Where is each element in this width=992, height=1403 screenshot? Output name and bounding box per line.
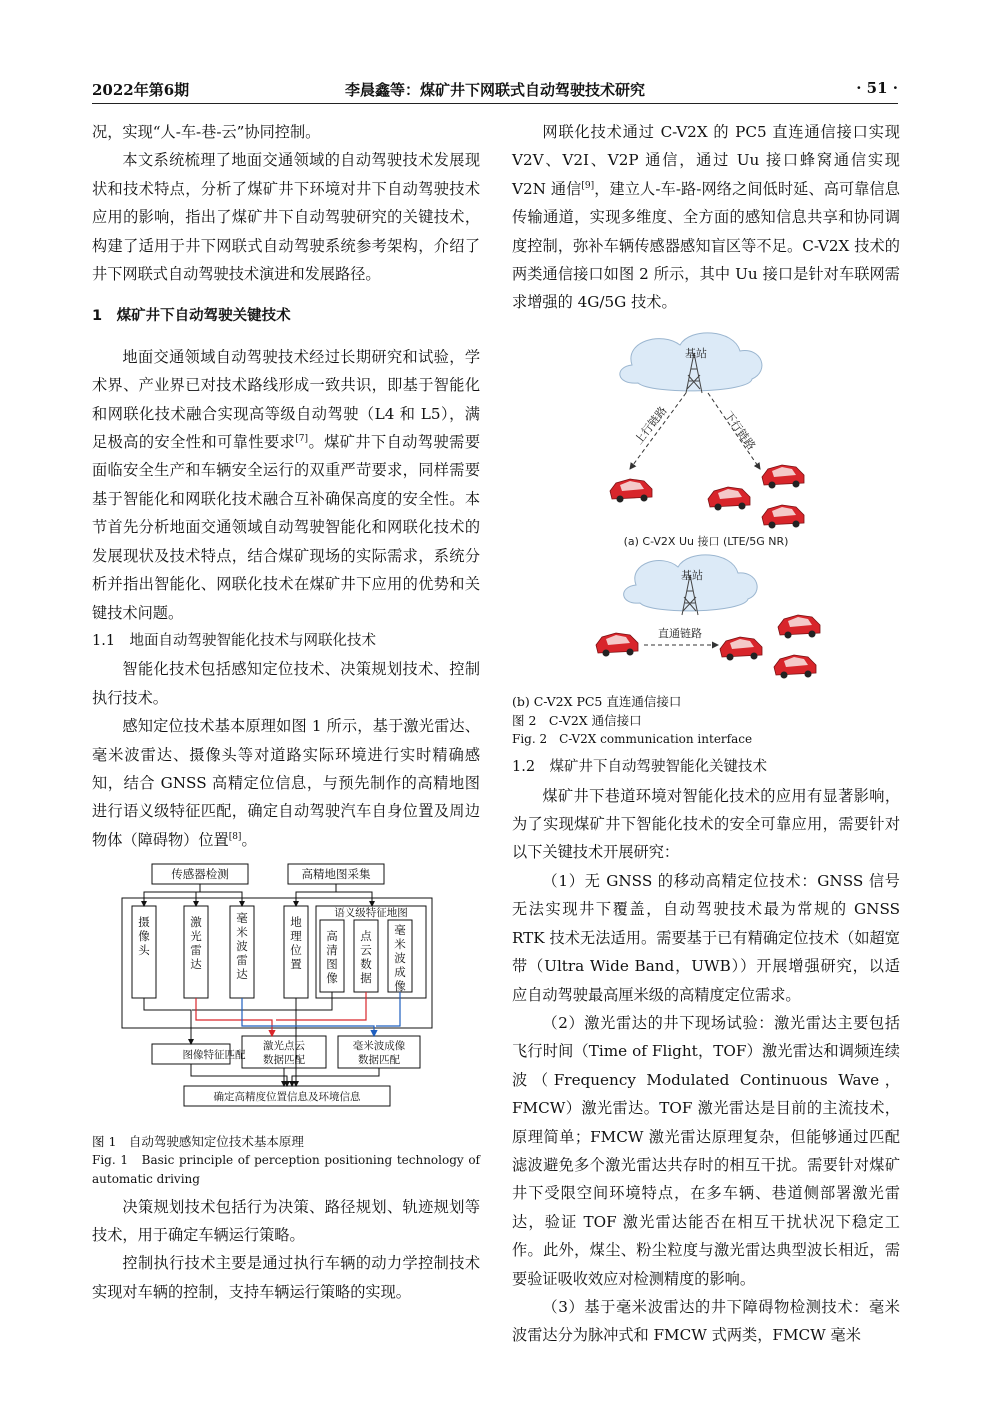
- car-icon: [708, 487, 750, 511]
- pc-match-label-1: 激光点云: [263, 1040, 305, 1053]
- fig2b-caption: (b) C-V2X PC5 直连通信接口: [512, 694, 682, 710]
- img-match-label: 图像特征匹配: [182, 1049, 246, 1062]
- paragraph: 煤矿井下巷道环境对智能化技术的应用有显著影响，为了实现煤矿井下智能化技术的安全可靠应用，需要针对以下关键技术开展研究：: [512, 786, 900, 862]
- figure-1-diagram: [92, 860, 480, 1122]
- issue-label: 2022年第6期: [92, 81, 190, 99]
- camera-label: 摄像头: [138, 915, 150, 958]
- paragraph: 控制执行技术主要是通过执行车辆的动力学控制技术实现对车辆的控制，支持车辆运行策略的实现。: [92, 1254, 480, 1301]
- car-icon: [762, 465, 804, 489]
- uplink-label: 上行链路: [632, 404, 670, 447]
- sensor-detect-label: 传感器检测: [171, 867, 229, 882]
- mm-match-label-1: 毫米波成像: [352, 1040, 406, 1053]
- semantic-map-label: 语义级特征地图: [334, 907, 408, 920]
- figure-1-caption-cn: 图 1 自动驾驶感知定位技术基本原理: [92, 1133, 304, 1149]
- car-icon: [610, 479, 652, 503]
- fig2a-caption: (a) C-V2X Uu 接口 (LTE/5G NR): [623, 534, 789, 548]
- base-station-b-label: 基站: [681, 568, 703, 582]
- text-run: ，建立人-车-路-网络之间低时延、高可靠信息传输通道，实现多维度、全方面的感知信息共享和协同调度控制，弥补车辆传感器感知盲区等不足。C-V2X 技术的两类通信接口如图 2 所示，其中 Uu 接口是针对车联网需求增强的 4G/5G 技术。: [512, 179, 900, 312]
- figure-1-caption-en: Fig. 1 Basic principle of perception positioning technology of automatic driving: [92, 1152, 480, 1186]
- mm-match-label-2: 数据匹配: [358, 1054, 400, 1067]
- left-column: [92, 118, 480, 1306]
- paragraph: 决策规划技术包括行为决策、路径规划、轨迹规划等技术，用于确定车辆运行策略。: [92, 1197, 480, 1244]
- car-icon: [762, 505, 804, 529]
- paragraph: （1）无 GNSS 的移动高精定位技术：GNSS 信号无法实现井下覆盖，自动驾驶技术最为常规的 GNSS RTK 技术无法适用。需要基于已有精确定位技术（如超宽带（Ultra Wide Band，UWB））开展增强研究，以适应自动驾驶最高厘米级的高精度定位需求。: [512, 871, 900, 1004]
- point-cloud-label: 点云数据: [360, 929, 372, 986]
- paragraph: 本文系统梳理了地面交通领域的自动驾驶技术发展现状和技术特点，分析了煤矿井下环境对井下自动驾驶技术应用的影响，指出了煤矿井下自动驾驶研究的关键技术，构建了适用于井下网联式自动驾驶系统参考架构，介绍了井下网联式自动驾驶技术演进和发展路径。: [92, 151, 480, 284]
- paragraph: （2）激光雷达的井下现场试验：激光雷达主要包括飞行时间（Time of Flight，TOF）激光雷达和调频连续波（Frequency Modulated Continuous Wave，FMCW）激光雷达。TOF 激光雷达是目前的主流技术，原理简单；FMCW 激光雷达原理复杂，但能够通过匹配滤波避免多个激光雷达共存时的相互干扰。需要针对煤矿井下受限空间环境特点，在多车辆、巷道侧部署激光雷达，验证 TOF 激光雷达能否在相互干扰状况下稳定工作。此外，煤尘、粉尘粒度与激光雷达典型波长相近，需要验证吸收效应对检测精度的影响。: [512, 1013, 900, 1288]
- paragraph: [512, 118, 900, 317]
- pc-match-label-2: 数据匹配: [263, 1054, 305, 1067]
- right-column: [512, 118, 900, 1350]
- text-run: 感知定位技术基本原理如图 1 所示，基于激光雷达、毫米波雷达、摄像头等对道路实际环境进行实时精确感知，结合 GNSS 高精定位信息，与预先制作的高精地图进行语义级特征匹配，确定自动驾驶汽车自身位置及周边物体（障碍物）位置: [92, 717, 480, 849]
- text-run: 地面交通领域自动驾驶技术经过长期研究和试验，学术界、产业界已对技术路线形成一致共识，即基于智能化和网联化技术融合实现高等级自动驾驶（L4 和 L5），满足极高的安全性和可靠性要求: [92, 347, 480, 452]
- car-icon: [720, 637, 762, 661]
- figure-2-caption-en: Fig. 2 C-V2X communication interface: [512, 732, 753, 747]
- mmwave-label: 毫米波雷达: [236, 911, 248, 982]
- cloud-a: [620, 333, 762, 391]
- hd-map-label: 高精地图采集: [301, 867, 371, 882]
- direct-link-label: 直通链路: [658, 626, 702, 640]
- downlink-label: 下行链路: [721, 408, 758, 453]
- lidar-label: 激光雷达: [190, 915, 202, 972]
- geo-label: 地理位置: [290, 915, 302, 972]
- subsection-heading: 1.2 煤矿井下自动驾驶智能化关键技术: [512, 759, 768, 776]
- citation: [7]: [295, 434, 309, 444]
- subsection-heading: 1.1 地面自动驾驶智能化技术与网联化技术: [92, 632, 377, 649]
- figure-2: [512, 323, 900, 749]
- paragraph: [92, 712, 480, 854]
- page-number: · 51 ·: [856, 79, 898, 97]
- text-run: 。煤矿井下自动驾驶需要面临安全生产和车辆安全运行的双重严苛要求，同样需要基于智能化和网联化技术融合互补确保高度的安全性。本节首先分析地面交通领域自动驾驶智能化和网联化技术的发展现状及技术特点，结合煤矿现场的实际需求，系统分析并指出智能化、网联化技术在煤矿井下应用的优势和关键技术问题。: [92, 433, 481, 622]
- car-icon: [778, 615, 820, 639]
- citation: [9]: [581, 180, 595, 191]
- running-header: [92, 77, 898, 104]
- section-heading: 1 煤矿井下自动驾驶关键技术: [92, 308, 291, 325]
- figure-2-diagram: [512, 323, 900, 683]
- figure-1: [92, 860, 480, 1188]
- result-label: 确定高精度位置信息及环境信息: [213, 1091, 361, 1104]
- paragraph: [92, 343, 480, 627]
- paragraph: （3）基于毫米波雷达的井下障碍物检测技术：毫米波雷达分为脉冲式和 FMCW 式两类，FMCW 毫米: [512, 1297, 900, 1345]
- base-station-a-label: 基站: [685, 346, 707, 360]
- paragraph: 况，实现“人-车-巷-云”协同控制。: [92, 123, 321, 141]
- hd-image-label: 高清图像: [326, 929, 338, 986]
- paragraph: 智能化技术包括感知定位技术、决策规划技术、控制执行技术。: [92, 660, 480, 707]
- mmwave-img-label: 毫米波成像: [394, 923, 406, 994]
- citation: [8]: [228, 831, 242, 842]
- figure-2-caption-cn: 图 2 C-V2X 通信接口: [512, 713, 642, 729]
- running-title: 李晨鑫等：煤矿井下网联式自动驾驶技术研究: [344, 81, 645, 99]
- text-run: 网联化技术通过 C-V2X 的 PC5 直连通信接口实现 V2V、V2I、V2P 通信，通过 Uu 接口蜂窝通信实现 V2N 通信: [512, 123, 900, 198]
- text-run: 。: [241, 830, 257, 849]
- car-icon: [596, 633, 638, 657]
- car-icon: [774, 655, 816, 679]
